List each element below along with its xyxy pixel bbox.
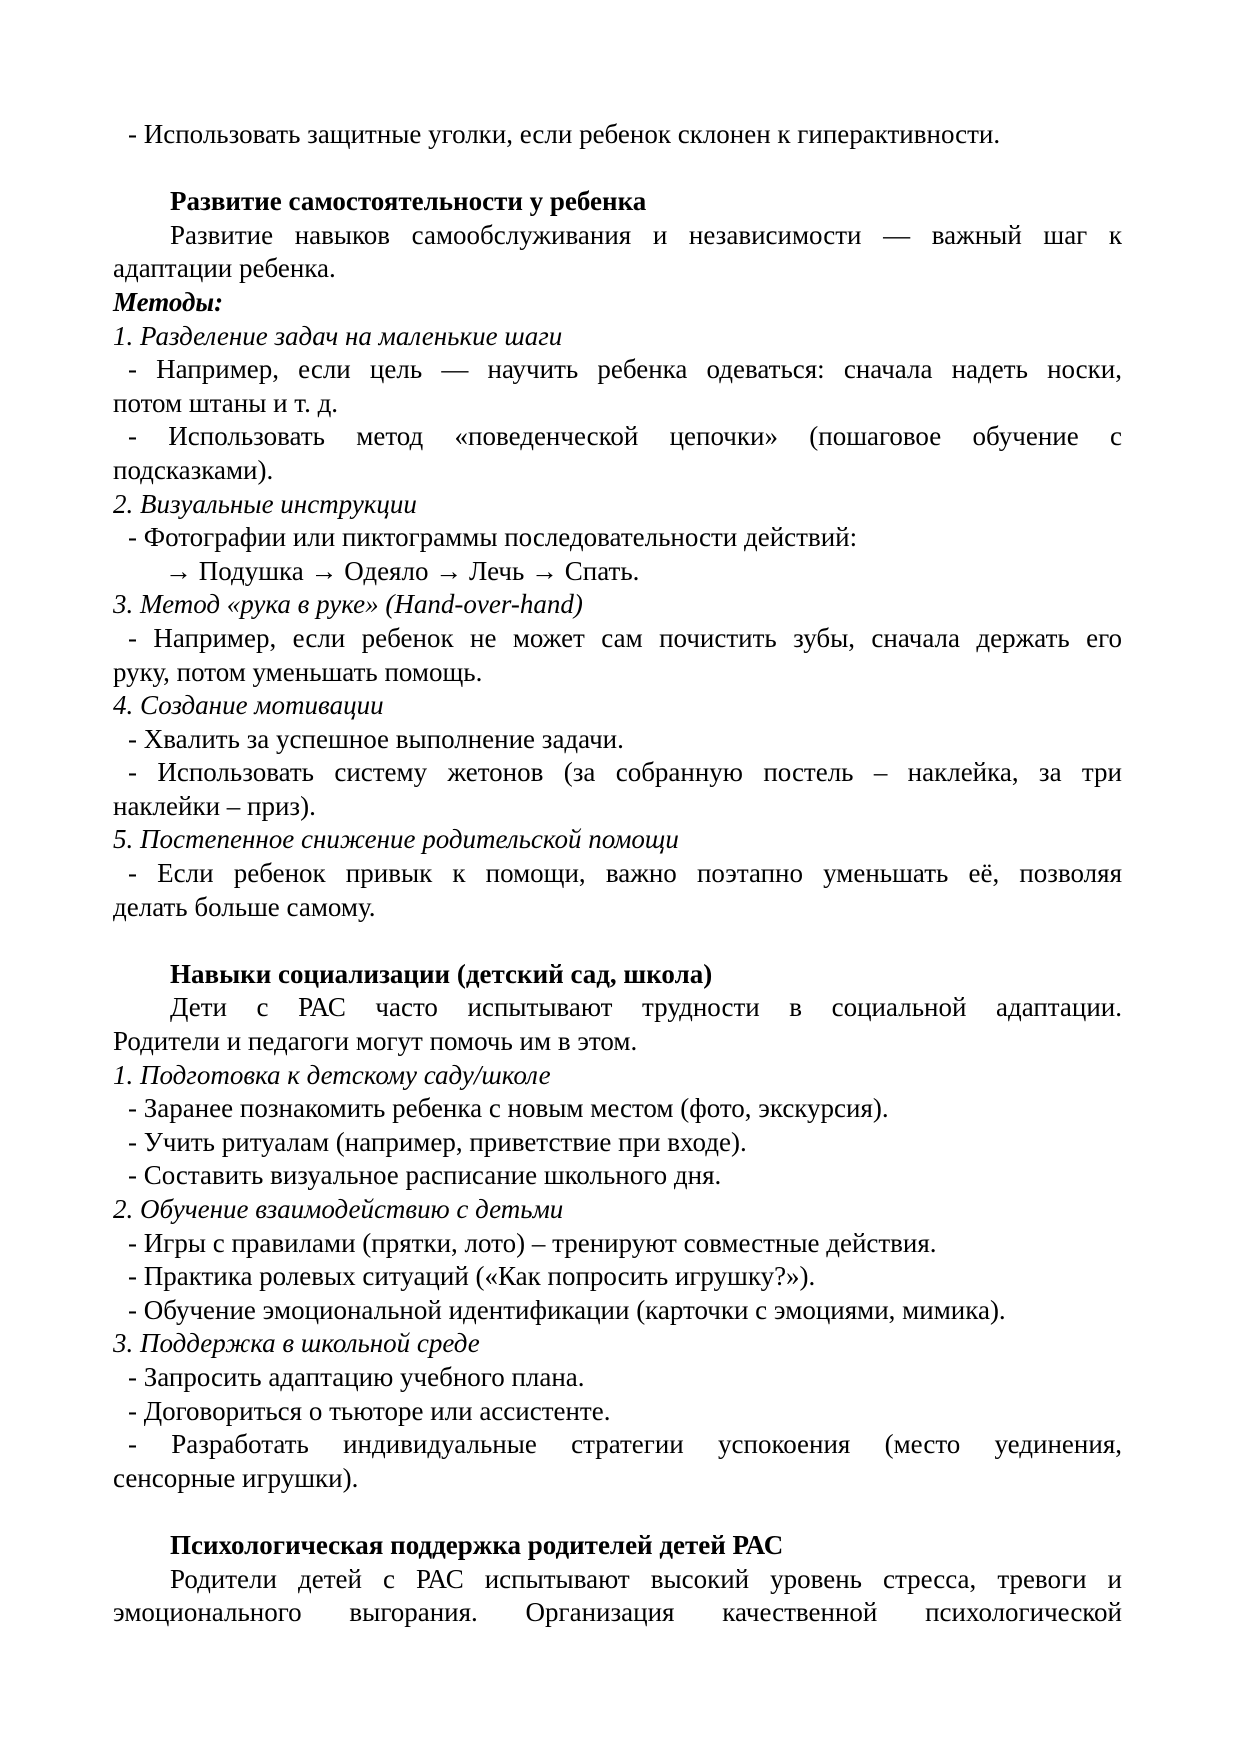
bullet-item (113, 1260, 1122, 1294)
text-line: делать больше самому. (113, 891, 376, 922)
text-line: - Договориться о тьюторе или ассистенте. (128, 1395, 611, 1426)
body-paragraph (113, 1563, 1122, 1630)
body-paragraph (113, 991, 1122, 1058)
bullet-item (113, 1159, 1122, 1193)
text-line: 1. Разделение задач на маленькие шаги (113, 320, 563, 351)
bullet-item (113, 756, 1122, 823)
text-line: Навыки социализации (детский сад, школа) (170, 958, 713, 989)
numbered-subheading (113, 488, 1122, 522)
text-line: - Хвалить за успешное выполнение задачи. (128, 723, 624, 754)
text-line: адаптации ребенка. (113, 253, 336, 284)
bullet-item (113, 1227, 1122, 1261)
numbered-subheading (113, 1193, 1122, 1227)
section-heading (113, 1529, 1122, 1563)
numbered-subheading (113, 689, 1122, 723)
bullet-item (113, 723, 1122, 757)
bullet-item (113, 1395, 1122, 1429)
text-line: - Фотографии или пиктограммы последовательности действий: (128, 522, 858, 553)
section-heading (113, 958, 1122, 992)
text-line: Развитие навыков самообслуживания и независимости — важный шаг к (170, 219, 1122, 250)
bullet-item (113, 622, 1122, 689)
text-line: потом штаны и т. д. (113, 387, 339, 418)
text-line: Психологическая поддержка родителей детей РАС (170, 1529, 784, 1560)
text-line: - Например, если цель — научить ребенка одеваться: сначала надеть носки, (128, 354, 1122, 385)
numbered-subheading (113, 823, 1122, 857)
text-line: Родители и педагоги могут помочь им в этом. (113, 1026, 638, 1057)
arrow-sequence-line (113, 555, 1122, 589)
text-line: - Разработать индивидуальные стратегии успокоения (место уединения, (128, 1429, 1122, 1460)
bullet-item (113, 857, 1122, 924)
text-line: руку, потом уменьшать помощь. (113, 656, 483, 687)
blank-line (113, 924, 1122, 958)
text-line: 1. Подготовка к детскому саду/школе (113, 1059, 551, 1090)
text-line: подсказками). (113, 454, 274, 485)
text-line: - Использовать метод «поведенческой цепочки» (пошаговое обучение с (128, 421, 1122, 452)
bullet-item (113, 118, 1122, 152)
numbered-subheading (113, 320, 1122, 354)
bullet-item (113, 1126, 1122, 1160)
text-line: - Обучение эмоциональной идентификации (карточки с эмоциями, мимика). (128, 1294, 1006, 1325)
text-line: - Использовать систему жетонов (за собранную постель – наклейка, за три (128, 757, 1122, 788)
text-line: 4. Создание мотивации (113, 690, 384, 721)
text-line: - Учить ритуалам (например, приветствие при входе). (128, 1126, 747, 1157)
text-line: 2. Визуальные инструкции (113, 488, 417, 519)
text-line: → Подушка → Одеяло → Лечь → Спать. (165, 555, 640, 586)
numbered-subheading (113, 1059, 1122, 1093)
text-line: - Использовать защитные уголки, если ребенок склонен к гиперактивности. (128, 119, 1001, 149)
numbered-subheading (113, 1327, 1122, 1361)
numbered-subheading (113, 588, 1122, 622)
bullet-item (113, 1361, 1122, 1395)
text-line: - Если ребенок привык к помощи, важно поэтапно уменьшать её, позволяя (128, 858, 1122, 889)
text-line: 5. Постепенное снижение родительской помощи (113, 824, 679, 855)
text-line: - Игры с правилами (прятки, лото) – тренируют совместные действия. (128, 1227, 937, 1258)
bullet-item (113, 1092, 1122, 1126)
text-line: 3. Поддержка в школьной среде (113, 1328, 480, 1359)
text-line: наклейки – приз). (113, 790, 316, 821)
text-line: - Практика ролевых ситуаций («Как попросить игрушку?»). (128, 1261, 816, 1292)
bullet-item (113, 353, 1122, 420)
text-line: Дети с РАС часто испытывают трудности в социальной адаптации. (170, 992, 1122, 1023)
document-content (113, 118, 1122, 1630)
text-line: - Например, если ребенок не может сам почистить зубы, сначала держать его (128, 622, 1122, 653)
text-line: Родители детей с РАС испытывают высокий уровень стресса, тревоги и (170, 1563, 1122, 1594)
text-line: - Заранее познакомить ребенка с новым местом (фото, экскурсия). (128, 1093, 889, 1124)
text-line: 2. Обучение взаимодействию с детьми (113, 1194, 564, 1224)
text-line: Методы: (113, 286, 224, 317)
text-line: - Запросить адаптацию учебного плана. (128, 1361, 585, 1392)
blank-line (113, 1495, 1122, 1529)
text-line: Развитие самостоятельности у ребенка (170, 186, 647, 217)
body-paragraph (113, 219, 1122, 286)
section-heading (113, 185, 1122, 219)
text-line: 3. Метод «рука в руке» (Hand-over-hand) (113, 589, 583, 620)
bullet-item (113, 1294, 1122, 1328)
bullet-item (113, 420, 1122, 487)
text-line: сенсорные игрушки). (113, 1462, 359, 1493)
bullet-item (113, 521, 1122, 555)
text-line: эмоционального выгорания. Организация качественной психологической (113, 1597, 1122, 1628)
blank-line (113, 152, 1122, 186)
text-line: - Составить визуальное расписание школьного дня. (128, 1160, 722, 1191)
bullet-item (113, 1428, 1122, 1495)
methods-label (113, 286, 1122, 320)
